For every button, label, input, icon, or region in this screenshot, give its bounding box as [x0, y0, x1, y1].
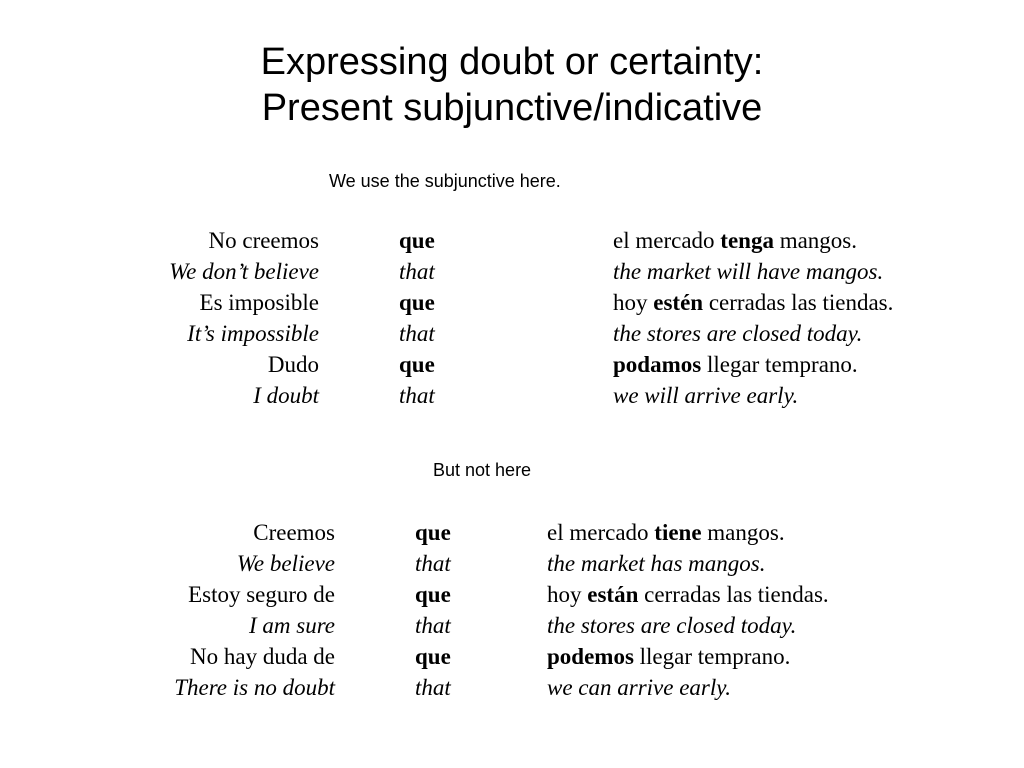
- conjunction: que: [399, 228, 435, 253]
- conjunction: que: [415, 582, 451, 607]
- conjunction: that: [399, 259, 435, 284]
- subjunctive-examples-table: [137, 225, 893, 411]
- main-clause: We believe: [236, 551, 335, 576]
- conjunction: that: [415, 675, 451, 700]
- dependent-clause: hoy estén cerradas las tiendas.: [613, 290, 894, 315]
- conjunction: that: [415, 613, 451, 638]
- main-clause: Dudo: [267, 352, 319, 377]
- example-row-english: [137, 610, 829, 641]
- conjugated-verb: están: [587, 582, 639, 607]
- main-clause: There is no doubt: [174, 675, 335, 700]
- dependent-clause: hoy están cerradas las tiendas.: [547, 582, 829, 607]
- example-row-english: [137, 380, 893, 411]
- conjunction: that: [415, 551, 451, 576]
- conjunction: que: [415, 644, 451, 669]
- example-row-english: [137, 256, 893, 287]
- example-row-spanish: [137, 579, 829, 610]
- conjunction: that: [399, 321, 435, 346]
- dependent-clause: podamos llegar temprano.: [613, 352, 858, 377]
- example-row-spanish: [137, 517, 829, 548]
- example-row-english: [137, 318, 893, 349]
- main-clause: Estoy seguro de: [188, 582, 335, 607]
- main-clause: No hay duda de: [190, 644, 335, 669]
- conjugated-verb: podamos: [613, 352, 702, 377]
- title-line-2: Present subjunctive/indicative: [261, 86, 763, 129]
- slide-title: [0, 40, 1024, 131]
- example-row-spanish: [137, 641, 829, 672]
- dependent-clause: the market will have mangos.: [613, 259, 884, 284]
- dependent-clause: the market has mangos.: [547, 551, 766, 576]
- main-clause: I doubt: [253, 383, 319, 408]
- conjugated-verb: podemos: [547, 644, 634, 669]
- example-row-spanish: [137, 225, 893, 256]
- dependent-clause: we will arrive early.: [613, 383, 799, 408]
- title-line-1: Expressing doubt or certainty:: [260, 41, 764, 83]
- conjunction: que: [399, 352, 435, 377]
- conjunction: que: [415, 520, 451, 545]
- conjugated-verb: tenga: [720, 228, 774, 253]
- indicative-caption: But not here: [433, 460, 532, 480]
- main-clause: Creemos: [253, 520, 335, 545]
- main-clause: We don’t believe: [169, 259, 319, 284]
- indicative-examples-table: [137, 517, 829, 703]
- dependent-clause: the stores are closed today.: [613, 321, 863, 346]
- main-clause: Es imposible: [199, 290, 319, 315]
- main-clause: I am sure: [248, 613, 335, 638]
- main-clause: No creemos: [208, 228, 319, 253]
- conjugated-verb: tiene: [654, 520, 702, 545]
- conjugated-verb: estén: [653, 290, 704, 315]
- example-row-english: [137, 672, 829, 703]
- example-row-spanish: [137, 287, 893, 318]
- dependent-clause: podemos llegar temprano.: [547, 644, 791, 669]
- main-clause: It’s impossible: [187, 321, 319, 346]
- dependent-clause: the stores are closed today.: [547, 613, 797, 638]
- example-row-spanish: [137, 349, 893, 380]
- dependent-clause: el mercado tenga mangos.: [613, 228, 858, 253]
- dependent-clause: el mercado tiene mangos.: [547, 520, 785, 545]
- dependent-clause: we can arrive early.: [547, 675, 731, 700]
- conjunction: that: [399, 383, 435, 408]
- subjunctive-caption: We use the subjunctive here.: [329, 171, 561, 191]
- example-row-english: [137, 548, 829, 579]
- conjunction: que: [399, 290, 435, 315]
